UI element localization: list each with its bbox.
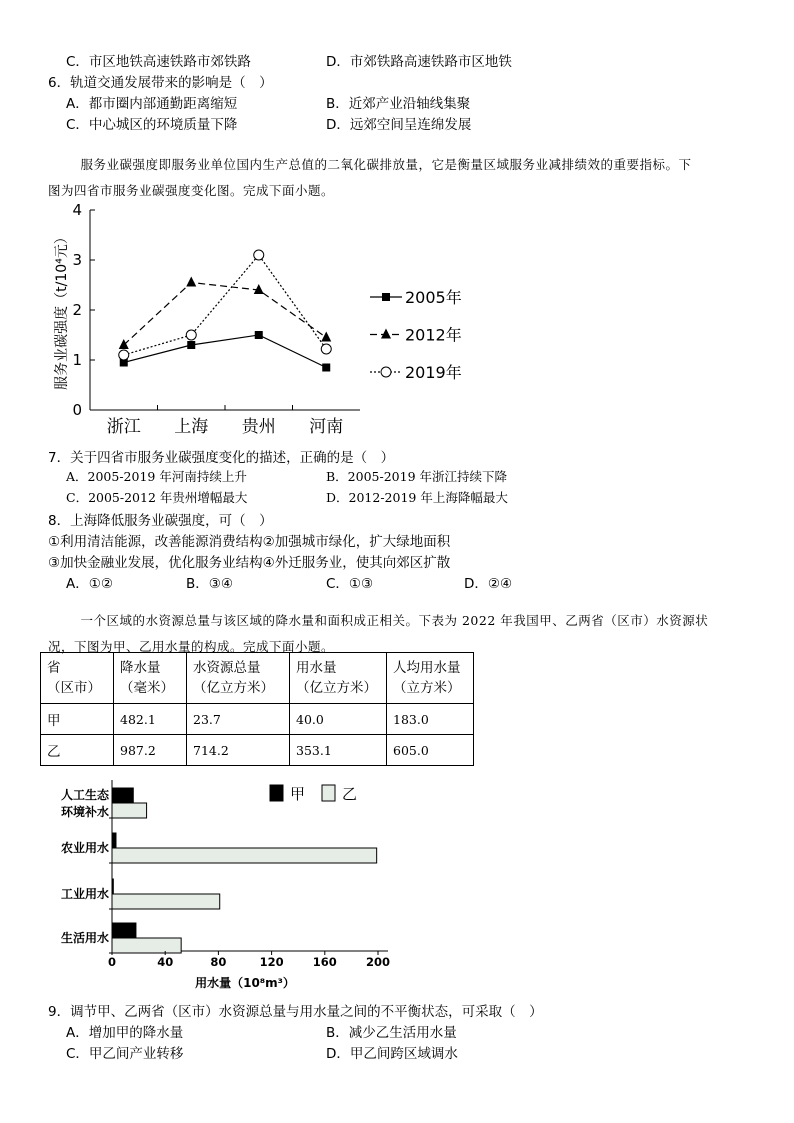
legend-label: 乙 (342, 785, 358, 803)
series-group (119, 250, 332, 372)
x-tick-label: 120 (259, 955, 284, 969)
x-tick-label: 40 (157, 955, 174, 969)
x-tick-label: 河南 (309, 417, 344, 437)
chart-axes (90, 210, 360, 410)
legend-swatch-乙 (322, 785, 335, 801)
legend-marker-square (382, 293, 390, 301)
series-2012年 (119, 277, 332, 350)
bar-乙 (112, 894, 220, 909)
q9-option-b: B．减少乙生活用水量 (326, 1025, 457, 1041)
passage-1-line-1: 服务业碳强度即服务业单位国内生产总值的二氧化碳排放量，它是衡量区域服务业减排绩效的重要指标。下 (80, 157, 692, 172)
q8-choice-line-2: ③加快金融业发展，优化服务业结构④外迁服务业，使其向郊区扩散 (48, 555, 451, 571)
category-label: 工业用水 (60, 887, 109, 901)
x-tick-label: 160 (312, 955, 337, 969)
table-row (41, 704, 474, 735)
q9-stem: 9．调节甲、乙两省（区市）水资源总量与用水量之间的不平衡状态，可采取（ ） (48, 1004, 543, 1020)
category-label: 环境补水 (60, 805, 109, 819)
data-point-circle (119, 350, 129, 360)
q6-option-b: B．近郊产业沿轴线集聚 (326, 96, 471, 112)
q9-option-d: D．甲乙间跨区域调水 (326, 1046, 458, 1062)
table-cell: 605.0 (387, 735, 474, 766)
q9-option-c: C．甲乙间产业转移 (66, 1046, 184, 1062)
q8-option-c: C．①③ (326, 576, 374, 592)
carbon-intensity-line-chart (40, 200, 480, 440)
table-cell: 482.1 (114, 704, 187, 735)
bar-乙 (112, 803, 147, 818)
y-tick-label: 0 (72, 401, 82, 419)
chart-axes (112, 780, 388, 951)
x-tick-label: 上海 (174, 417, 209, 437)
bar-乙 (112, 848, 377, 863)
q7-option-c: C．2005-2012 年贵州增幅最大 (66, 490, 248, 505)
x-axis-label: 用水量（10⁸m³） (195, 976, 295, 990)
series-line (124, 283, 327, 346)
category-label: 人工生态 (60, 788, 109, 802)
table-cell: 甲 (41, 704, 114, 735)
passage-2-line-1: 一个区域的水资源总量与该区域的降水量和面积成正相关。下表为 2022 年我国甲、乙两省（区市）水资源状 (80, 613, 709, 628)
q8-option-d: D．②④ (464, 576, 513, 592)
data-point-circle (254, 250, 264, 260)
table-cell: 23.7 (187, 704, 290, 735)
q8-option-b: B．③④ (186, 576, 233, 592)
passage-1-line-2: 图为四省市服务业碳强度变化图。完成下面小题。 (48, 183, 335, 198)
x-tick-label: 80 (210, 955, 227, 969)
q6-option-a: A．都市圈内部通勤距离缩短 (66, 96, 238, 112)
data-point-circle (321, 344, 331, 354)
x-tick-label: 浙江 (106, 417, 141, 437)
chart-legend (370, 288, 462, 382)
category-label: 农业用水 (60, 841, 109, 855)
table-header-cell: 用水量 （亿立方米） (290, 653, 387, 704)
q5-option-d: D．市郊铁路高速铁路市区地铁 (326, 54, 512, 70)
legend-label: 2019年 (405, 363, 462, 382)
legend-marker-triangle (381, 329, 391, 339)
passage-1 (48, 152, 760, 204)
water-use-bar-chart (40, 776, 420, 998)
legend-label: 2012年 (405, 325, 462, 345)
q7-stem: 7．关于四省市服务业碳强度变化的描述，正确的是（ ） (48, 450, 395, 466)
data-point-triangle (321, 332, 331, 342)
bar-乙 (112, 938, 181, 953)
table-header-cell: 水资源总量 （亿立方米） (187, 653, 290, 704)
data-point-square (322, 364, 330, 372)
data-point-square (255, 331, 263, 339)
q7-option-b: B．2005-2019 年浙江持续下降 (326, 469, 508, 484)
data-point-triangle (254, 284, 264, 294)
series-line (124, 335, 327, 368)
table-header-cell: 省 （区市） (41, 653, 114, 704)
q6-option-d: D．远郊空间呈连绵发展 (326, 117, 472, 133)
series-2019年 (119, 250, 332, 360)
q6-stem: 6．轨道交通发展带来的影响是（ ） (48, 75, 273, 91)
bar-甲 (112, 833, 116, 848)
q5-option-c: C．市区地铁高速铁路市郊铁路 (66, 54, 251, 70)
legend-label: 2005年 (405, 288, 462, 307)
category-label: 生活用水 (60, 931, 109, 945)
table-header-row (41, 653, 474, 704)
table-cell: 乙 (41, 735, 114, 766)
q8-stem: 8．上海降低服务业碳强度，可（ ） (48, 513, 273, 529)
x-tick-labels (108, 951, 390, 969)
series-2005年 (120, 331, 331, 372)
passage-2-line-2: 况，下图为甲、乙用水量的构成。完成下面小题。 (48, 639, 335, 654)
table-cell: 183.0 (387, 704, 474, 735)
chart-legend (270, 785, 357, 803)
y-tick-label: 2 (72, 301, 82, 319)
table-cell: 987.2 (114, 735, 187, 766)
water-resources-table (40, 652, 474, 766)
legend-swatch-甲 (270, 785, 283, 801)
table-cell: 40.0 (290, 704, 387, 735)
legend-marker-circle (381, 367, 391, 377)
category-labels (61, 787, 112, 953)
table-header-cell: 人均用水量 （立方米） (387, 653, 474, 704)
bar-甲 (112, 788, 133, 803)
x-tick-label: 200 (365, 955, 391, 969)
x-tick-label: 贵州 (241, 417, 276, 437)
q8-choice-line-1: ①利用清洁能源，改善能源消费结构②加强城市绿化，扩大绿地面积 (48, 534, 451, 550)
q7-option-d: D．2012-2019 年上海降幅最大 (326, 490, 508, 505)
y-tick-label: 1 (72, 351, 82, 369)
bars-group (112, 788, 377, 953)
x-tick-label: 0 (107, 955, 117, 969)
table-cell: 714.2 (187, 735, 290, 766)
data-point-circle (186, 330, 196, 340)
q6-option-c: C．中心城区的环境质量下降 (66, 117, 238, 133)
y-axis-label: 服务业碳强度（t/10⁴元） (54, 230, 70, 390)
y-tick-label: 4 (72, 201, 82, 219)
data-point-square (187, 341, 195, 349)
bar-甲 (112, 923, 136, 938)
y-tick-label: 3 (72, 251, 82, 269)
q7-option-a: A．2005-2019 年河南持续上升 (66, 469, 247, 484)
table-cell: 353.1 (290, 735, 387, 766)
table-header-cell: 降水量 （毫米） (114, 653, 187, 704)
table-row (41, 735, 474, 766)
q9-option-a: A．增加甲的降水量 (66, 1025, 184, 1041)
data-point-triangle (186, 277, 196, 287)
bar-甲 (112, 879, 113, 894)
q8-option-a: A．①② (66, 576, 113, 592)
legend-label: 甲 (290, 785, 306, 803)
data-point-triangle (119, 339, 129, 349)
y-tick-labels (72, 201, 95, 419)
